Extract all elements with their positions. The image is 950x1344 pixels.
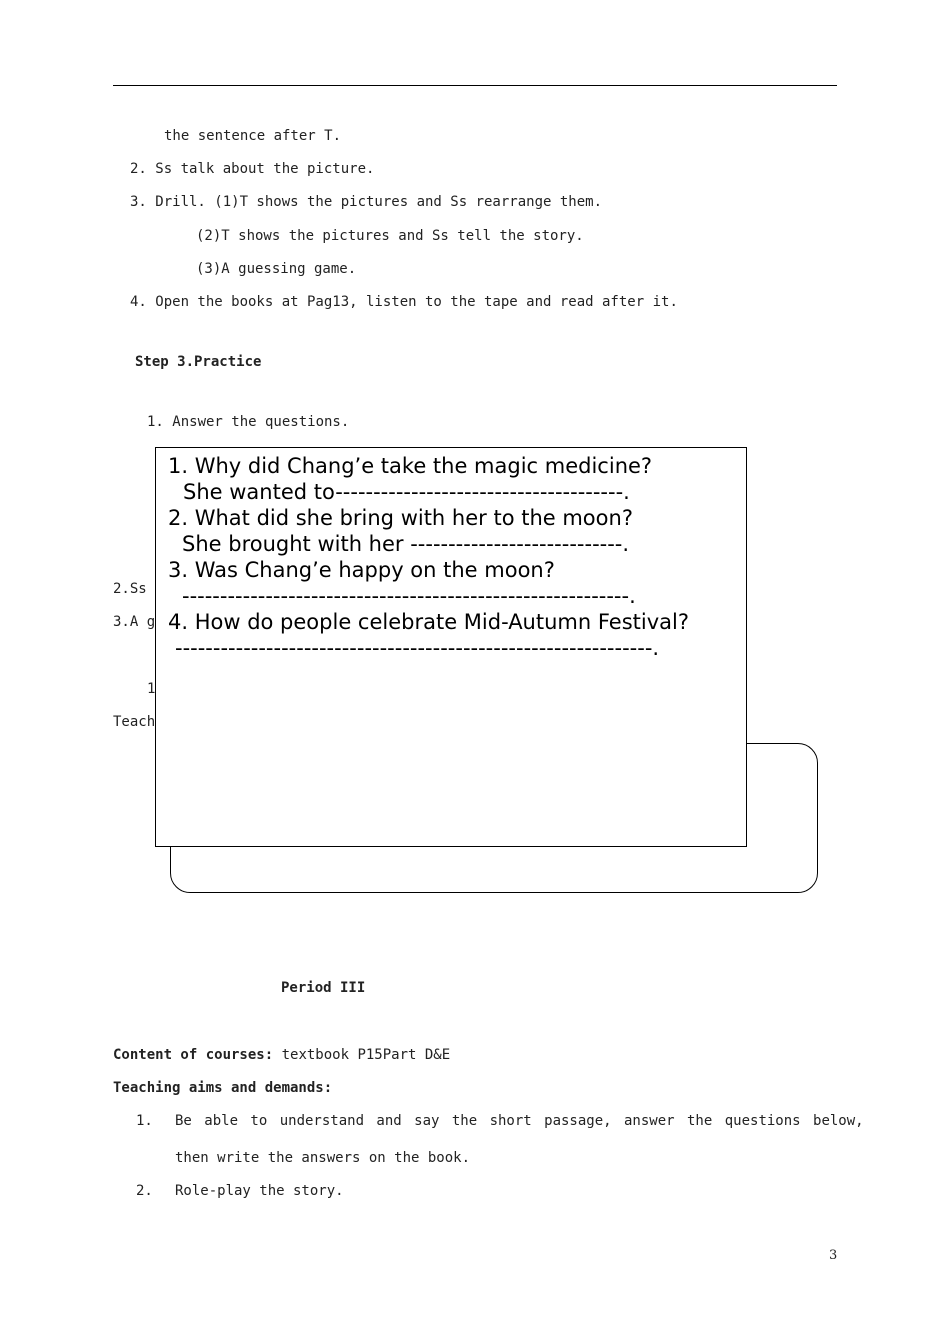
text-line: the sentence after T.	[164, 128, 342, 144]
aim-text-continued: then write the answers on the book.	[175, 1150, 471, 1166]
question-1: 1. Why did Chang’e take the magic medicine?	[168, 454, 653, 478]
question-3: 3. Was Chang’e happy on the moon?	[168, 558, 555, 582]
list-item: 4. Open the books at Pag13, listen to the tape and read after it.	[130, 294, 678, 310]
answer-4: ---------------------------------------------------------------.	[175, 636, 660, 660]
page-number: 3	[829, 1248, 838, 1263]
text-fragment: 2.Ss	[113, 581, 147, 597]
aims-heading: Teaching aims and demands:	[113, 1080, 333, 1096]
list-item: 3. Drill. (1)T shows the pictures and Ss rearrange them.	[130, 194, 603, 210]
answer-2: She brought with her ----------------------------.	[182, 532, 630, 556]
text-fragment: Teach	[113, 714, 156, 730]
section-heading: Step 3.Practice	[135, 354, 262, 370]
aim-number: 2.	[136, 1183, 153, 1199]
list-item: 1. Answer the questions.	[147, 414, 350, 430]
answer-3: -----------------------------------------------------------.	[182, 584, 636, 608]
header-rule	[113, 85, 837, 86]
answer-1: She wanted to--------------------------------------.	[183, 480, 630, 504]
sub-item: (3)A guessing game.	[196, 261, 357, 277]
question-4: 4. How do people celebrate Mid-Autumn Festival?	[168, 610, 689, 634]
aim-number: 1.	[136, 1113, 153, 1129]
content-line	[113, 1047, 450, 1063]
aim-text: Role-play the story.	[175, 1183, 344, 1199]
list-item: 2. Ss talk about the picture.	[130, 161, 375, 177]
content-label: Content of courses:	[113, 1047, 274, 1063]
period-title: Period III	[281, 980, 366, 996]
question-2: 2. What did she bring with her to the moon?	[168, 506, 633, 530]
sub-item: (2)T shows the pictures and Ss tell the story.	[196, 228, 584, 244]
text-fragment: 1	[147, 681, 156, 697]
text-fragment: 3.A g	[113, 614, 156, 630]
aim-text: Be able to understand and say the short passage, answer the questions below,	[175, 1113, 864, 1129]
questions-box	[155, 447, 747, 847]
content-value: textbook P15Part D&E	[273, 1047, 451, 1063]
